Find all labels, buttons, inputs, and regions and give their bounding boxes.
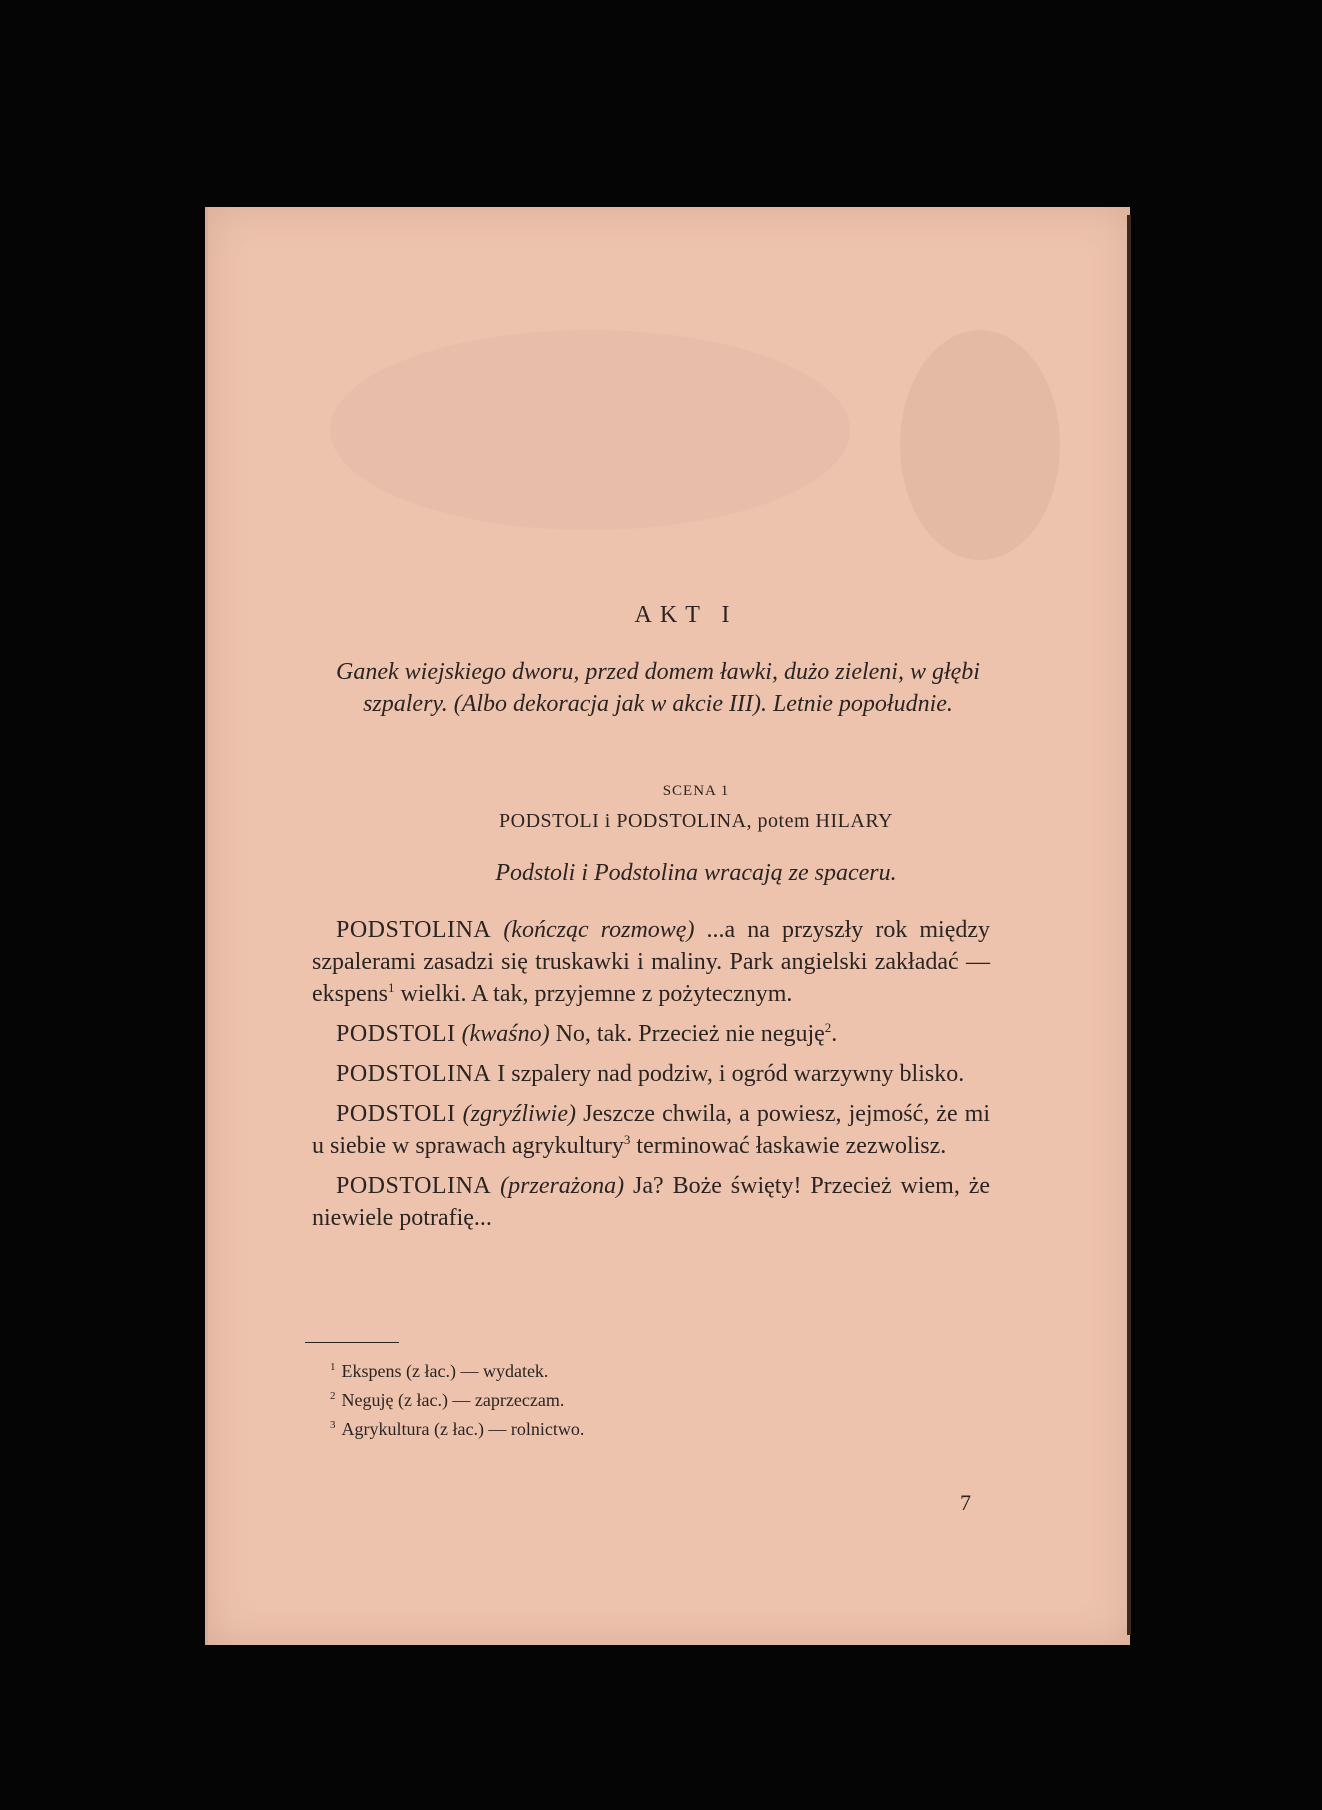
- line-text: Ja? Boże święty! Przecież wiem, że niewiele potrafię...: [312, 1173, 991, 1231]
- speaker-direction: (kwaśno): [461, 1021, 550, 1047]
- line-text: terminować łaskawie zezwolisz.: [630, 1133, 947, 1159]
- footnote-ref: 2: [824, 1020, 832, 1035]
- bleed-through-area: [330, 330, 850, 530]
- line-text: .: [831, 1021, 838, 1047]
- line-text: ...a na przyszły rok między szpalerami zasadzi się truskawki i maliny. Park angielski zakładać — ekspens: [312, 917, 991, 1007]
- speaker-name: PODSTOLI: [336, 1021, 456, 1047]
- footnote-number: 2: [330, 1390, 336, 1402]
- speaker-name: PODSTOLINA: [336, 1173, 492, 1199]
- speaker-name: PODSTOLINA: [336, 917, 492, 943]
- speaker-name: PODSTOLI: [336, 1101, 456, 1127]
- footnote-number: 3: [330, 1419, 336, 1431]
- page-number: 7: [960, 1490, 971, 1515]
- page-edge: [1127, 215, 1131, 1635]
- dialogue-line: [312, 1018, 990, 1050]
- dialogue-line: [312, 1098, 990, 1162]
- speaker-name: PODSTOLINA: [336, 1061, 492, 1087]
- footnote-text: Agrykultura (z łac.) — rolnictwo.: [341, 1419, 585, 1439]
- footnote: [330, 1355, 584, 1384]
- scene-direction: Podstoli i Podstolina wracają ze spaceru.: [495, 860, 897, 886]
- line-text: Jeszcze chwila, a powiesz, jejmość, że mi u siebie w sprawach agrykultury: [312, 1101, 991, 1159]
- footnote-text: Ekspens (z łac.) — wydatek.: [341, 1361, 549, 1381]
- footnote-text: Neguję (z łac.) — zaprzeczam.: [341, 1390, 565, 1410]
- dialogue-line: [312, 1058, 990, 1090]
- speaker-direction: (zgryźliwie): [462, 1101, 576, 1127]
- dialogue-line: [312, 1170, 990, 1234]
- footnote: [330, 1413, 584, 1442]
- dialogue-line: [312, 914, 990, 1010]
- scene-characters: PODSTOLI i PODSTOLINA, potem HILARY: [499, 810, 893, 832]
- scene-heading: SCENA 1: [662, 783, 730, 799]
- line-text: I szpalery nad podziw, i ogród warzywny blisko.: [497, 1061, 965, 1087]
- footnote-ref: 3: [623, 1132, 631, 1147]
- dialogue-block: [312, 914, 990, 1242]
- footnotes: [330, 1355, 584, 1442]
- act-title: AKT I: [634, 602, 738, 628]
- line-text: wielki. A tak, przyjemne z pożytecznym.: [394, 981, 793, 1007]
- paper-stain: [900, 330, 1060, 560]
- footnote-ref: 1: [387, 980, 395, 995]
- footnote: [330, 1384, 584, 1413]
- footnote-divider: [305, 1342, 399, 1343]
- footnote-number: 1: [330, 1361, 336, 1373]
- line-text: No, tak. Przecież nie neguję: [555, 1021, 825, 1047]
- stage-direction: Ganek wiejskiego dworu, przed domem ławki, dużo zieleni, w głębi szpalery. (Albo dekoracja jak w akcie III). Letnie popołudnie.: [336, 659, 980, 717]
- speaker-direction: (kończąc rozmowę): [503, 917, 695, 943]
- speaker-direction: (przerażona): [500, 1173, 625, 1199]
